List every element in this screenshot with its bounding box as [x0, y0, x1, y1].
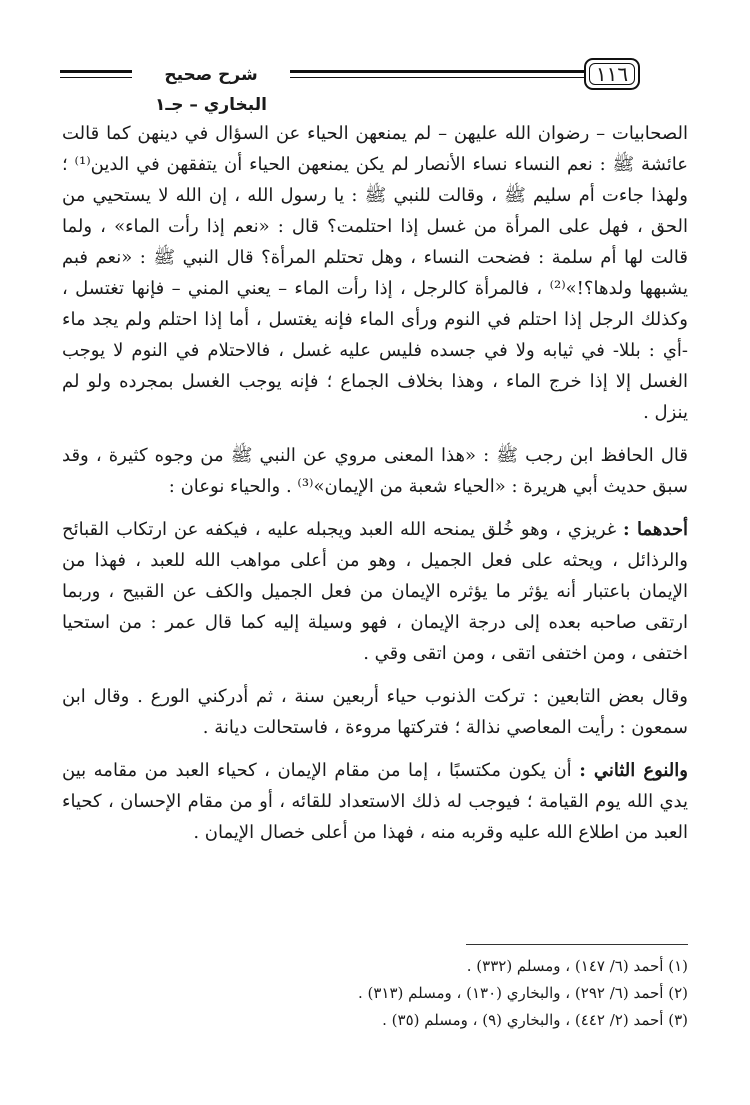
paragraph-text: الصحابيات – رضوان الله عليهن – لم يمنعهن الحياء عن السؤال في دينهن كما قالت عائشة ﷺ : نعم النساء نساء الأنصار لم يكن يمنعهن الحياء أن يتفقهن في الدين⁽¹⁾ ؛ ولهذا جاءت أم سليم ﷺ ، وقالت للنبي ﷺ : يا رسول الله ، إن الله لا يستحيي من الحق ، فهل على المرأة من غسل إذا احتلمت؟ قال : «نعم إذا رأت الماء» ، ولما قالت لها أم سلمة : فضحت النساء ، وهل تحتلم المرأة؟ قال النبي ﷺ : «نعم فبم يشبهها ولدها؟!»⁽²⁾ ، فالمرأة كالرجل ، إذا رأت الماء – يعني المني – فإنها تغتسل ، وكذلك الرجل إذا احتلم في النوم ورأى الماء فإنه يغتسل ، أما إذا احتلم ولم يجد ماء -أي : بللا- في ثيابه ولا في جسده فليس عليه غسل ، فالاحتلام في النوم لا يوجب الغسل إلا إذا خرج الماء ، وهذا بخلاف الجماع ؛ فإنه يوجب الغسل بمجرده ولو لم ينزل .: [62, 123, 689, 423]
paragraph-5: [62, 755, 688, 848]
footnote-3: (٣) أحمد (٢/ ٤٤٢) ، والبخاري (٩) ، ومسلم (٣٥) .: [382, 1011, 688, 1029]
paragraph-text: وقال بعض التابعين : تركت الذنوب حياء أربعين سنة ، ثم أدركني الورع . وقال ابن سمعون : رأيت المعاصي نذالة ؛ فتركتها مروءة ، فاستحالت ديانة .: [62, 686, 688, 738]
page-header: [0, 0, 750, 115]
paragraph-text: قال الحافظ ابن رجب ﷺ : «هذا المعنى مروي عن النبي ﷺ من وجوه كثيرة ، وقد سبق حديث أبي هريرة : «الحياء شعبة من الإيمان»⁽³⁾ . والحياء نوعان :: [62, 445, 688, 497]
header-rule-left: [60, 70, 132, 73]
header-rule-right-thin: [290, 77, 584, 78]
footnote-separator: [466, 944, 688, 945]
header-rule-right: [290, 70, 584, 73]
paragraph-text: غريزي ، وهو خُلق يمنحه الله العبد ويجبله عليه ، فيكفه عن ارتكاب القبائح والرذائل ، ويحثه على فعل الجميل ، وهو من أعلى مواهب الله للعبد ، فهذا من الإيمان باعتبار أنه يؤثر ما يؤثره الإيمان من فعل الجميل والكف عن القبيح ، وربما ارتقى صاحبه بعده إلى درجة الإيمان ، فهو وسيلة إليه كما قال عمر : من استحيا اختفى ، ومن اختفى اتقى ، ومن اتقى وقي .: [62, 519, 688, 664]
paragraph-text: أن يكون مكتسبًا ، إما من مقام الإيمان ، كحياء العبد من مقامه بين يدي الله يوم القيامة ؛ فيوجب له ذلك الاستعداد للقائه ، أو من مقام الإحسان ، كحياء العبد من اطلاع الله عليه وقربه منه ، فهذا من أعلى خصال الإيمان .: [62, 760, 688, 843]
paragraph-3: [62, 514, 688, 669]
page-number: ١١٦: [584, 58, 640, 90]
paragraph-lead: أحدهما :: [623, 519, 688, 540]
paragraph-4: [62, 681, 688, 743]
running-title: شرح صحيح البخاري – جـ١: [155, 65, 267, 115]
paragraph-lead: والنوع الثاني :: [579, 760, 688, 781]
paragraph-2: [62, 440, 688, 502]
footnotes: [62, 953, 688, 1034]
paragraph-1: [62, 118, 688, 428]
header-rule-left-thin: [60, 77, 132, 78]
page-body: [62, 118, 688, 848]
footnote-2: (٢) أحمد (٦/ ٢٩٢) ، والبخاري (١٣٠) ، ومسلم (٣١٣) .: [357, 984, 688, 1002]
footnote-1: (١) أحمد (٦/ ١٤٧) ، ومسلم (٣٣٢) .: [466, 957, 688, 975]
